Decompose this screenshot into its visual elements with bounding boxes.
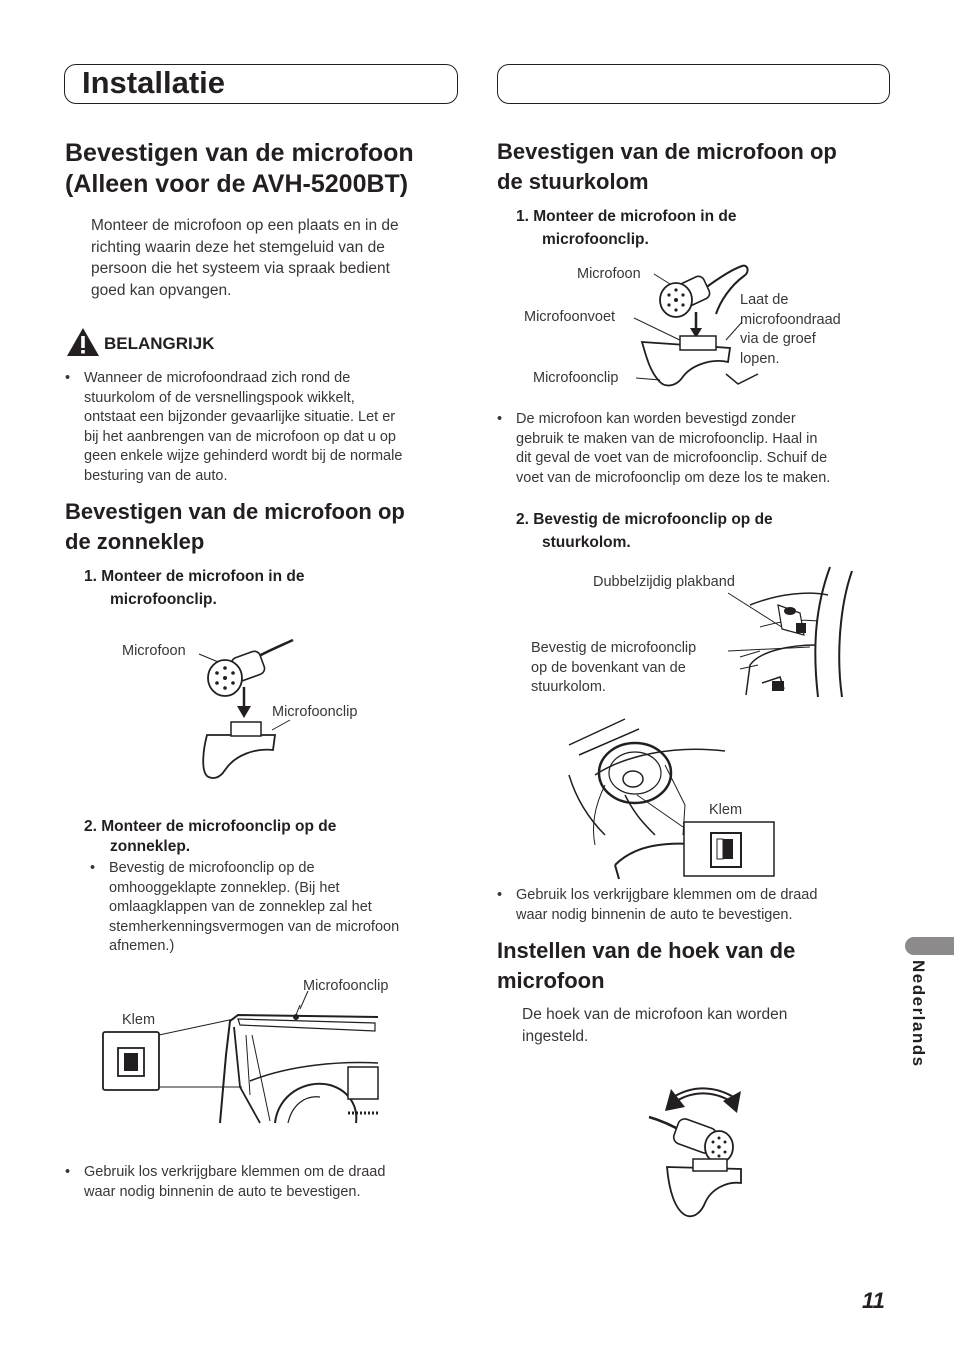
fig1-label-microphone: Microfoon — [122, 643, 186, 659]
fig1-label-clip: Microfoonclip — [272, 704, 358, 720]
page-title: Installatie — [82, 65, 225, 100]
visor-step-1: 1. Monteer de microfoon in de microfoonclip. — [84, 568, 305, 608]
rfig1-label-microphone: Microfoon — [577, 266, 641, 282]
important-label: BELANGRIJK — [104, 334, 215, 353]
rfig2-label-tape: Dubbelzijdig plakband — [593, 574, 735, 590]
section-heading-visor: Bevestigen van de microfoon op de zonneklep — [65, 499, 405, 554]
mic-into-clip-illustration — [195, 640, 305, 785]
dashboard-clamp-illustration — [565, 715, 780, 880]
intro-paragraph: Monteer de microfoon op een plaats en in de richting waarin deze het stemgeluid van de persoon die het systeem via spraak bedient goed kan opvangen. — [91, 217, 399, 299]
column-bullet-2: • Gebruik los verkrijgbare klemmen om de draad waar nodig binnenin de auto te bevestigen. — [516, 886, 817, 925]
section-heading-angle: Instellen van de hoek van de microfoon — [497, 938, 796, 993]
column-step-1: 1. Monteer de microfoon in de microfoonclip. — [516, 208, 737, 248]
language-label: Nederlands — [909, 960, 928, 1068]
visor-step-2-bullet: • Bevestig de microfoonclip op de omhooggeklapte zonneklep. (Bij het omlaagklappen van de zonneklep zal het stemherkenningsvermogen van de microfoon afnemen.) — [109, 859, 399, 957]
header-box-right — [497, 64, 890, 104]
section-heading-microphone: Bevestigen van de microfoon (Alleen voor de AVH-5200BT) — [65, 139, 414, 198]
visor-step-2: 2. Monteer de microfoonclip op de zonneklep. — [84, 818, 337, 855]
rfig1-label-base: Microfoonvoet — [524, 309, 616, 325]
mic-angle-illustration — [645, 1085, 755, 1225]
column-step-2: 2. Bevestig de microfoonclip op de stuurkolom. — [516, 511, 773, 551]
angle-paragraph: De hoek van de microfoon kan worden ingesteld. — [522, 1006, 788, 1045]
important-warning-text: • Wanneer de microfoondraad zich rond de stuurkolom of de versnellingspook wikkelt, ontstaat een bijzonder gevaarlijke situatie. Let er bij het aanbrengen van de microfoon op dat u op geen enkele wijze gehinderd wordt bij de normale besturing van de auto. — [84, 369, 402, 486]
rfig1-label-clip: Microfoonclip — [533, 370, 619, 386]
rfig3-label-klem: Klem — [709, 802, 743, 818]
left-bottom-bullet: • Gebruik los verkrijgbare klemmen om de draad waar nodig binnenin de auto te bevestigen. — [84, 1163, 385, 1202]
rfig1-label-groove: Laat de microfoondraad via de groef lopen. — [740, 292, 841, 367]
page-number: 11 — [862, 1288, 885, 1313]
rfig2-label-attach: Bevestig de microfoonclip op de bovenkant van de stuurkolom. — [531, 640, 697, 695]
mic-base-clip-illustration — [630, 262, 760, 392]
fig2-label-klem: Klem — [122, 1012, 156, 1028]
sun-visor-illustration — [100, 995, 380, 1125]
section-heading-steering-column: Bevestigen van de microfoon op de stuurkolom — [497, 139, 837, 194]
steering-column-illustration — [700, 565, 855, 700]
fig2-label-clip: Microfoonclip — [303, 978, 389, 994]
language-tab — [905, 937, 954, 955]
column-bullet-1: • De microfoon kan worden bevestigd zonder gebruik te maken van de microfoonclip. Haal in dit geval de voet van de microfoonclip. Schuif de voet van de microfoonclip om deze los te maken. — [516, 410, 830, 488]
warning-icon — [66, 327, 100, 357]
